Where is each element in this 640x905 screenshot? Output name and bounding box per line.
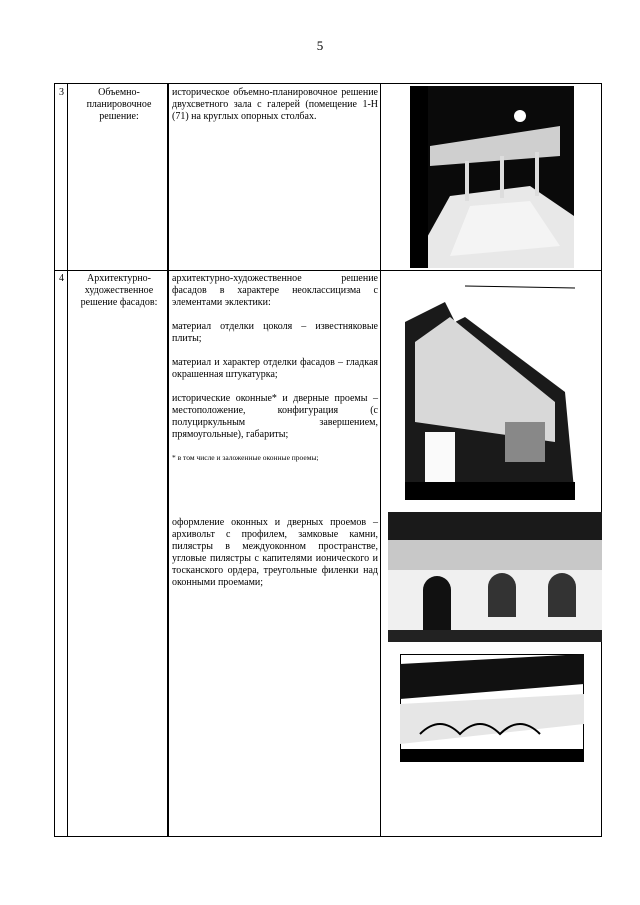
description-paragraph: материал и характер отделки фасадов – гладкая окрашенная штукатурка;: [172, 357, 378, 380]
column-divider: [380, 84, 381, 836]
row-title: Архитектурно-художественное решение фасадов:: [80, 273, 158, 308]
row-title: Объемно-планировочное решение:: [86, 87, 152, 122]
facade-corner-photo: [405, 282, 575, 500]
hall-interior-photo: [410, 86, 574, 268]
row-description: [172, 273, 378, 475]
heritage-table: [54, 83, 602, 837]
row-divider: [55, 270, 601, 271]
description-paragraph: исторические оконные* и дверные проемы – местоположение, конфигурация (с полуциркульным завершением, прямоугольные), габариты;: [172, 393, 378, 440]
description-paragraph: оформление оконных и дверных проемов – архивольт с профилем, замковые камни, пилястры в междуоконном пространстве, угловые пилястры с капителями ионического и тосканского ордера, треугольные филенки над оконными проемами;: [172, 517, 378, 588]
page-number: 5: [316, 38, 324, 53]
description-paragraph: историческое объемно-планировочное решение двухсветного зала с галерей (помещение 1-Н (71) на круглых опорных столбах.: [172, 87, 378, 122]
row-description-continued: [172, 517, 378, 601]
row-number: 4: [59, 273, 64, 284]
description-paragraph: материал отделки цоколя – известняковые плиты;: [172, 321, 378, 344]
column-divider: [167, 84, 169, 836]
row-number: 3: [59, 87, 64, 98]
column-divider: [67, 84, 68, 836]
description-paragraph: архитектурно-художественное решение фасадов в характере неоклассицизма с элементами эклектики:: [172, 273, 378, 308]
footnote: * в том числе и заложенные оконные проемы;: [172, 453, 319, 462]
pilaster-capital-photo: [400, 654, 584, 762]
facade-windows-photo: [388, 512, 602, 642]
row-description: [172, 87, 378, 135]
